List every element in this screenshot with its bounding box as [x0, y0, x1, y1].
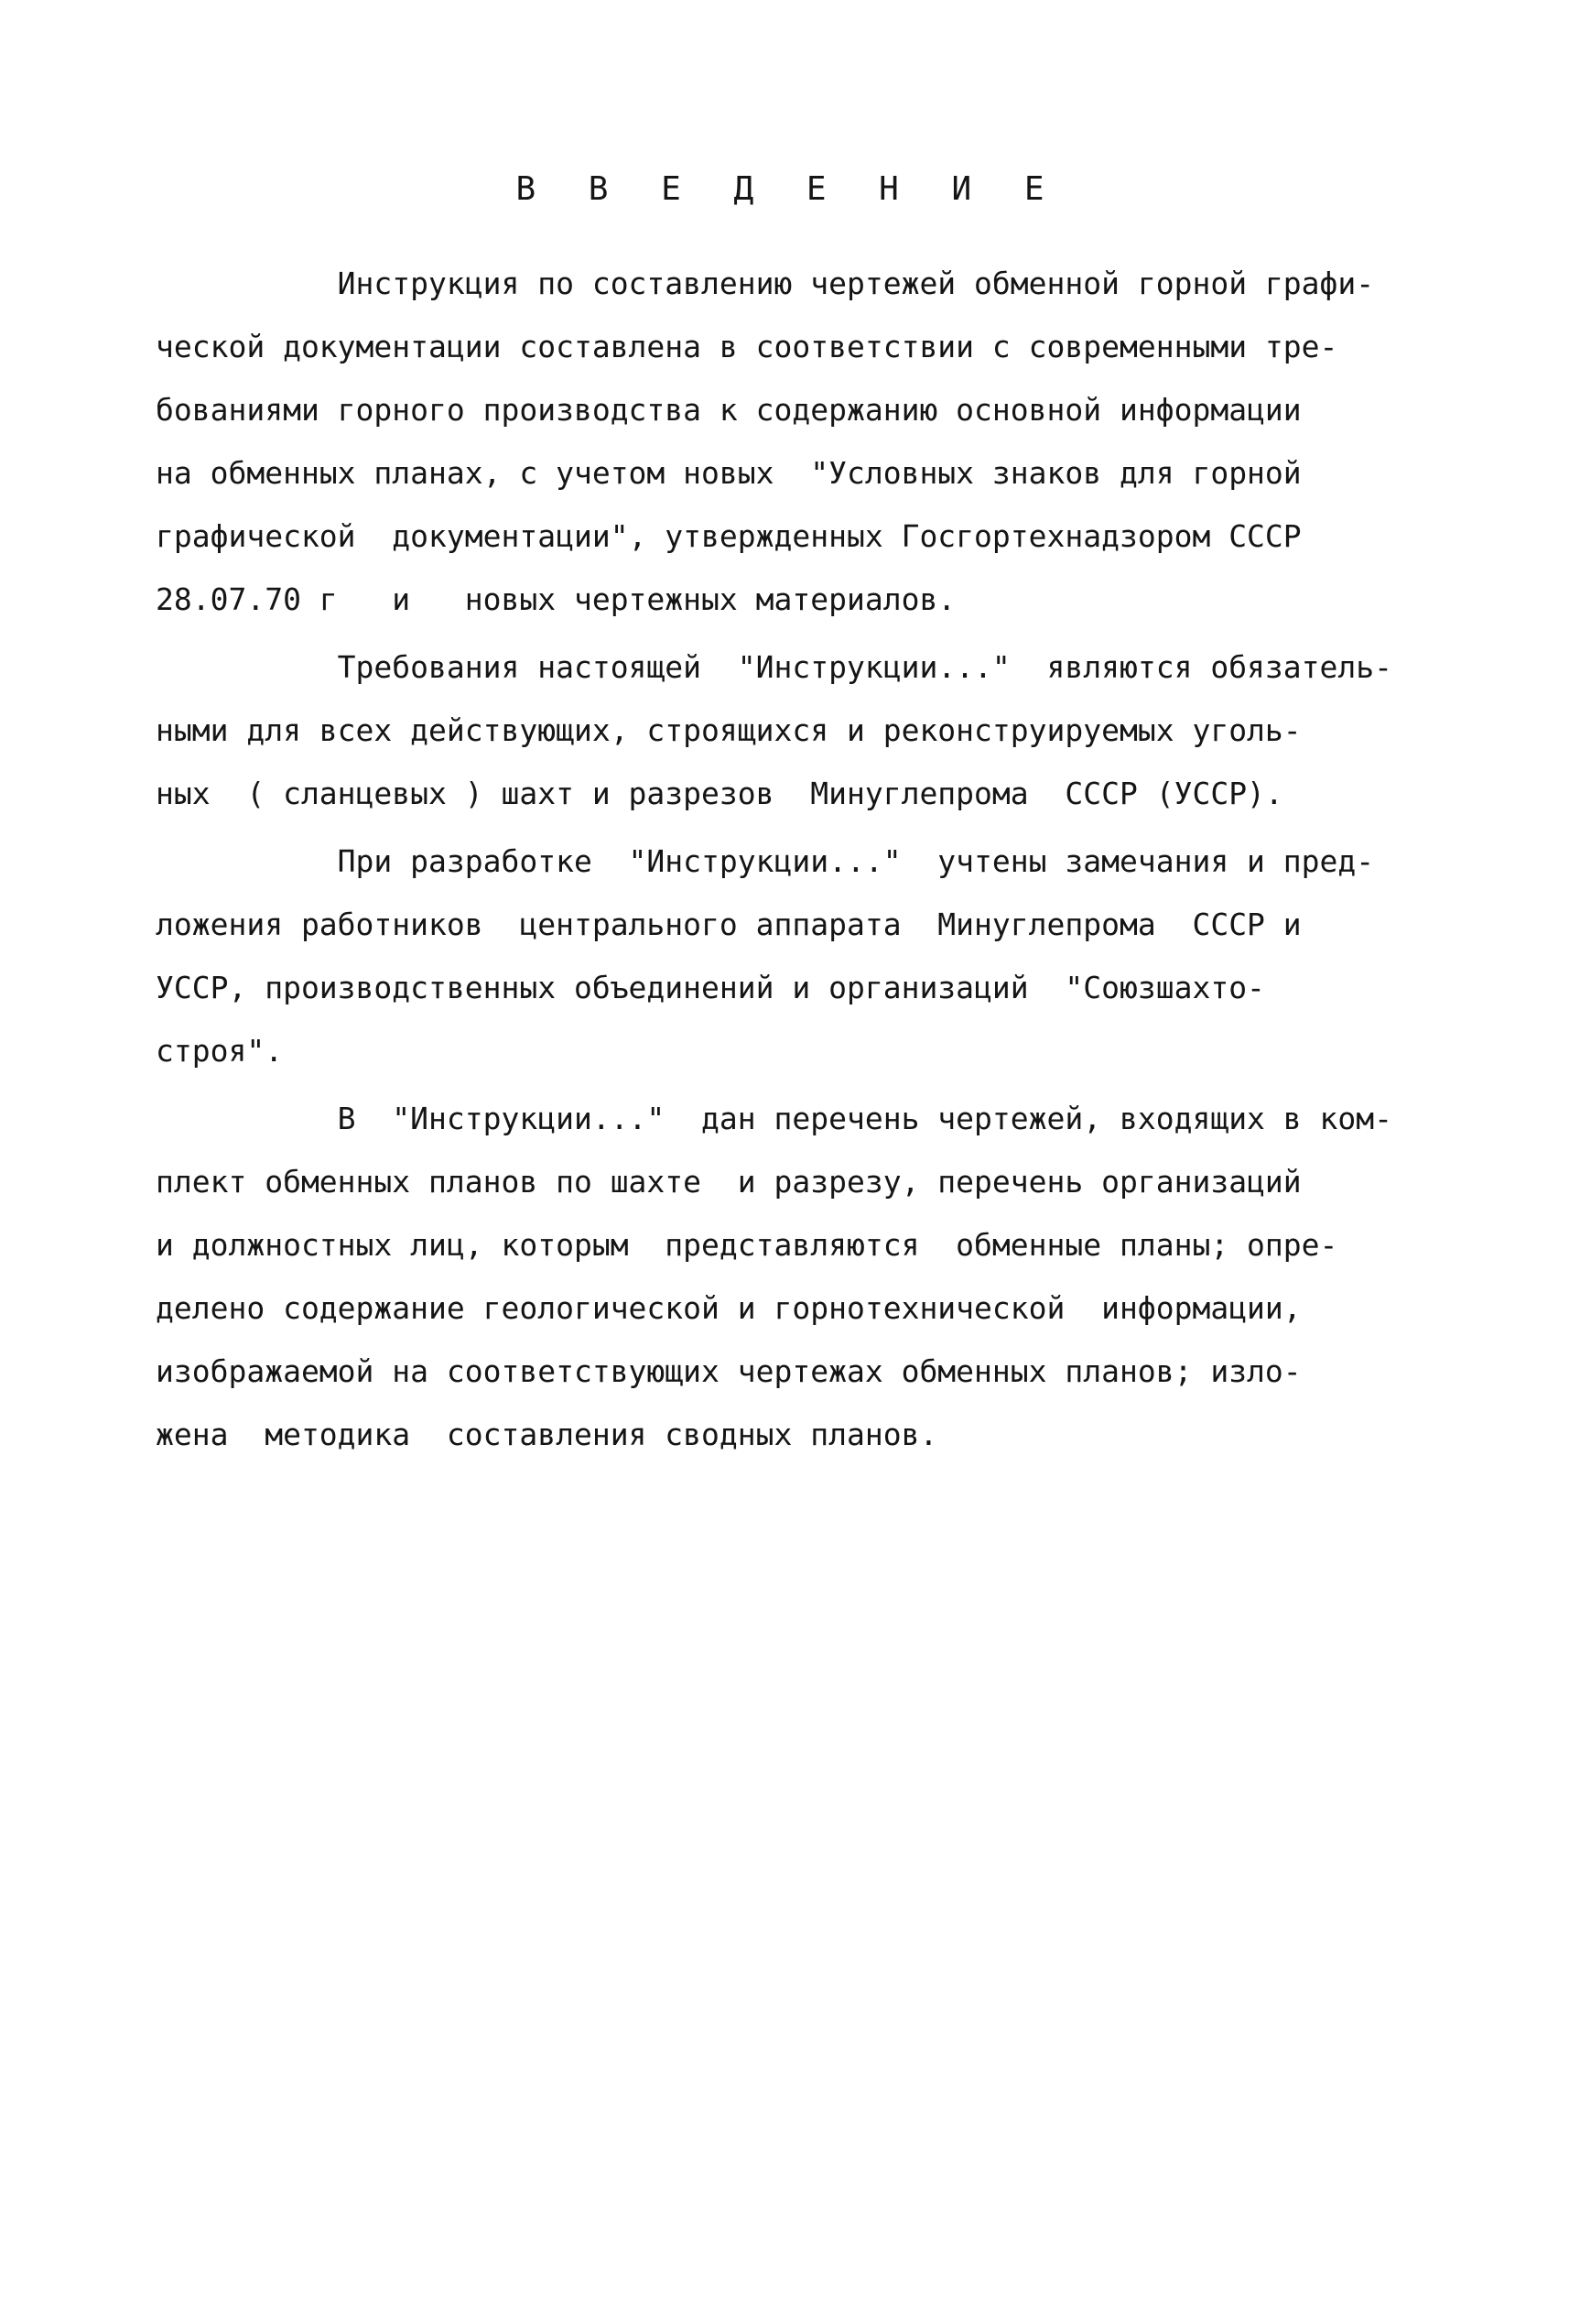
text-line: ложения работников центрального аппарата Минуглепрома СССР и: [156, 907, 1302, 942]
page-title: В В Е Д Е Н И Е: [515, 170, 1061, 208]
text-line: ческой документации составлена в соответствии с современными тре-: [156, 329, 1338, 364]
text-line: и должностных лиц, которым представляются обменные планы; опре-: [156, 1227, 1338, 1263]
text-line: изображаемой на соответствующих чертежах обменных планов; изло-: [156, 1353, 1302, 1389]
text-line: делено содержание геологической и горнотехнической информации,: [156, 1290, 1302, 1326]
text-line: 28.07.70 г и новых чертежных материалов.: [156, 581, 957, 617]
text-line: ными для всех действующих, строящихся и реконструируемых уголь-: [156, 712, 1302, 748]
text-line: строя".: [156, 1033, 284, 1069]
text-line: Требования настоящей "Инструкции..." являются обязатель-: [156, 649, 1393, 685]
text-line: графической документации", утвержденных Госгортехнадзором СССР: [156, 518, 1302, 554]
text-line: плект обменных планов по шахте и разрезу, перечень организаций: [156, 1164, 1302, 1200]
text-line: В "Инструкции..." дан перечень чертежей, входящих в ком-: [156, 1101, 1393, 1136]
text-line: УССР, производственных объединений и организаций "Союзшахто-: [156, 970, 1265, 1005]
text-line: При разработке "Инструкции..." учтены замечания и пред-: [156, 843, 1375, 879]
text-line: бованиями горного производства к содержанию основной информации: [156, 392, 1302, 428]
text-line: Инструкция по составлению чертежей обменной горной графи-: [156, 266, 1375, 301]
text-line: на обменных планах, с учетом новых "Условных знаков для горной: [156, 455, 1302, 491]
text-line: ных ( сланцевых ) шахт и разрезов Минуглепрома СССР (УССР).: [156, 776, 1283, 811]
text-line: жена методика составления сводных планов.: [156, 1417, 938, 1452]
